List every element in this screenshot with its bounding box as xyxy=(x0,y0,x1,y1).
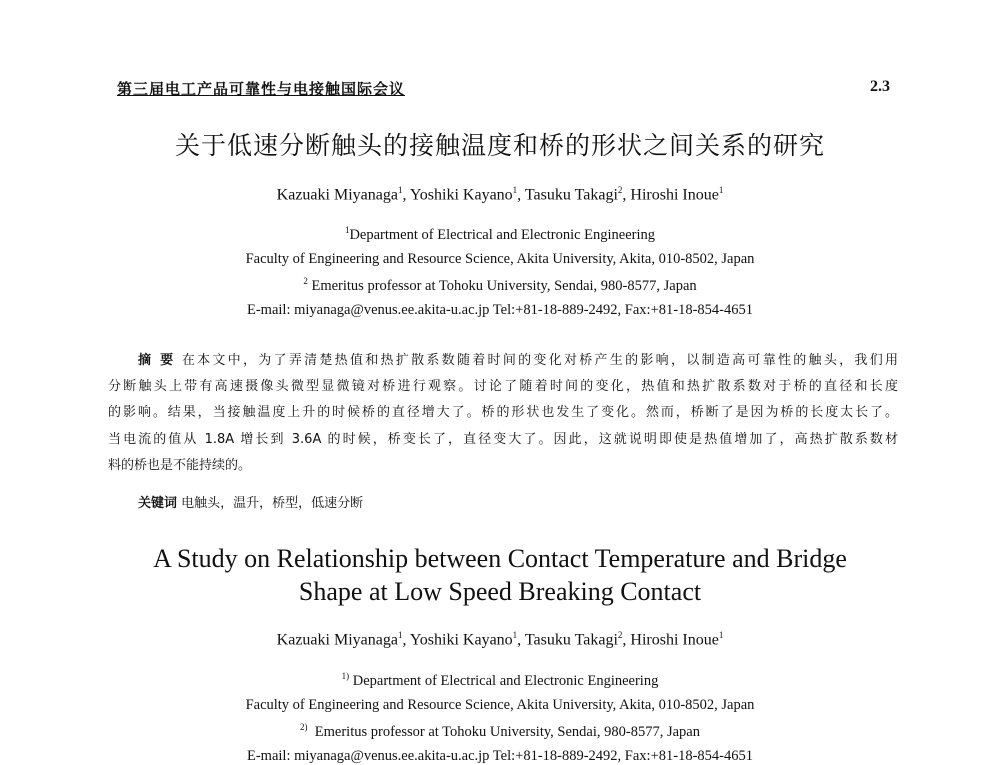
affil-text: Emeritus professor at Tohoku University, Sendai, 980-8577, Japan xyxy=(314,723,700,740)
contact-info: E-mail: miyanaga@venus.ee.akita-u.ac.jp Tel:+81-18-889-2492, Fax:+81-18-854-4651 xyxy=(247,302,753,318)
abstract-line xyxy=(138,349,898,368)
author-sup: 2 xyxy=(617,185,623,195)
author: Hiroshi Inoue xyxy=(630,631,719,649)
author-sup: 1 xyxy=(397,630,403,640)
author-sup: 1 xyxy=(397,185,403,195)
affiliation-1 xyxy=(0,225,1000,244)
abstract-line: 料的桥也是不能持续的。 xyxy=(108,458,252,473)
affil-sup: 1 xyxy=(344,225,350,235)
contact-info: E-mail: miyanaga@venus.ee.akita-u.ac.jp Tel:+81-18-889-2492, Fax:+81-18-854-4651 xyxy=(247,748,753,764)
title-line: Shape at Low Speed Breaking Contact xyxy=(298,577,702,606)
english-title xyxy=(0,542,1000,608)
english-authors: Kazuaki Miyanaga$^1$, Yoshiki Kayano$^1$, Tasuku Takagi$^2$, Hiroshi Inoue$^1$ xyxy=(276,630,724,649)
author-sup: 1 xyxy=(718,630,724,640)
affiliation-1b: Faculty of Engineering and Resource Science, Akita University, Akita, 010-8502, Japan xyxy=(245,251,755,267)
abstract-line: 当电流的值从 1.8A 增长到 3.6A 的时候，桥变长了，直径变大了。因此，这就说明即使是热值增加了，高热扩散系数材 xyxy=(108,432,898,447)
title-line: A Study on Relationship between Contact Temperature and Bridge xyxy=(153,544,847,573)
author: Kazuaki Miyanaga xyxy=(276,631,398,649)
conference-header: 第三届电工产品可靠性与电接触国际会议 xyxy=(117,82,406,98)
abstract-text: 在本文中，为了弄清楚热值和热扩散系数随着时间的变化对桥产生的影响，以制造高可靠性的触头，我们用 xyxy=(181,353,898,368)
affiliation-2 xyxy=(0,276,1000,295)
author: Tasuku Takagi xyxy=(524,631,618,649)
affiliation-2 xyxy=(0,722,1000,741)
abstract-line: 分断触头上带有高速摄像头微型显微镜对桥进行观察。讨论了随着时间的变化，热值和热扩散系数对于桥的直径和长度 xyxy=(108,379,898,394)
affiliation-1 xyxy=(0,671,1000,690)
affil-sup: 2 xyxy=(303,276,308,286)
author: Yoshiki Kayano xyxy=(409,631,513,649)
author: Tasuku Takagi xyxy=(524,186,618,204)
author: Hiroshi Inoue xyxy=(630,186,719,204)
chinese-title: 关于低速分断触头的接触温度和桥的形状之间关系的研究 xyxy=(174,131,825,160)
author-sup: 1 xyxy=(718,185,724,195)
abstract-line: 的影响。结果，当接触温度上升的时候桥的直径增大了。桥的形状也发生了变化。然而，桥断了是因为桥的长度太长了。 xyxy=(108,405,898,420)
keywords-label: 关键词 xyxy=(138,496,178,511)
author: Yoshiki Kayano xyxy=(409,186,513,204)
keywords xyxy=(138,492,363,511)
affil-sup: 2) xyxy=(300,722,308,732)
affil-sup: 1) xyxy=(341,671,350,681)
author-sup: 1 xyxy=(512,630,518,640)
affil-text: Department of Electrical and Electronic Engineering xyxy=(349,226,656,243)
author: Kazuaki Miyanaga xyxy=(276,186,398,204)
chinese-authors: Kazuaki Miyanaga$^1$, Yoshiki Kayano$^1$, Tasuku Takagi$^2$, Hiroshi Inoue$^1$ xyxy=(276,185,724,204)
section-number: 2.3 xyxy=(870,78,890,95)
author-sup: 2 xyxy=(617,630,623,640)
keywords-text: 电触头，温升，桥型，低速分断 xyxy=(181,496,364,511)
abstract-label: 摘 要 xyxy=(138,353,176,368)
affil-text: Emeritus professor at Tohoku University, Sendai, 980-8577, Japan xyxy=(311,277,697,294)
affil-text: Department of Electrical and Electronic Engineering xyxy=(352,672,659,689)
author-sup: 1 xyxy=(512,185,518,195)
affiliation-1b: Faculty of Engineering and Resource Science, Akita University, Akita, 010-8502, Japan xyxy=(245,697,755,713)
